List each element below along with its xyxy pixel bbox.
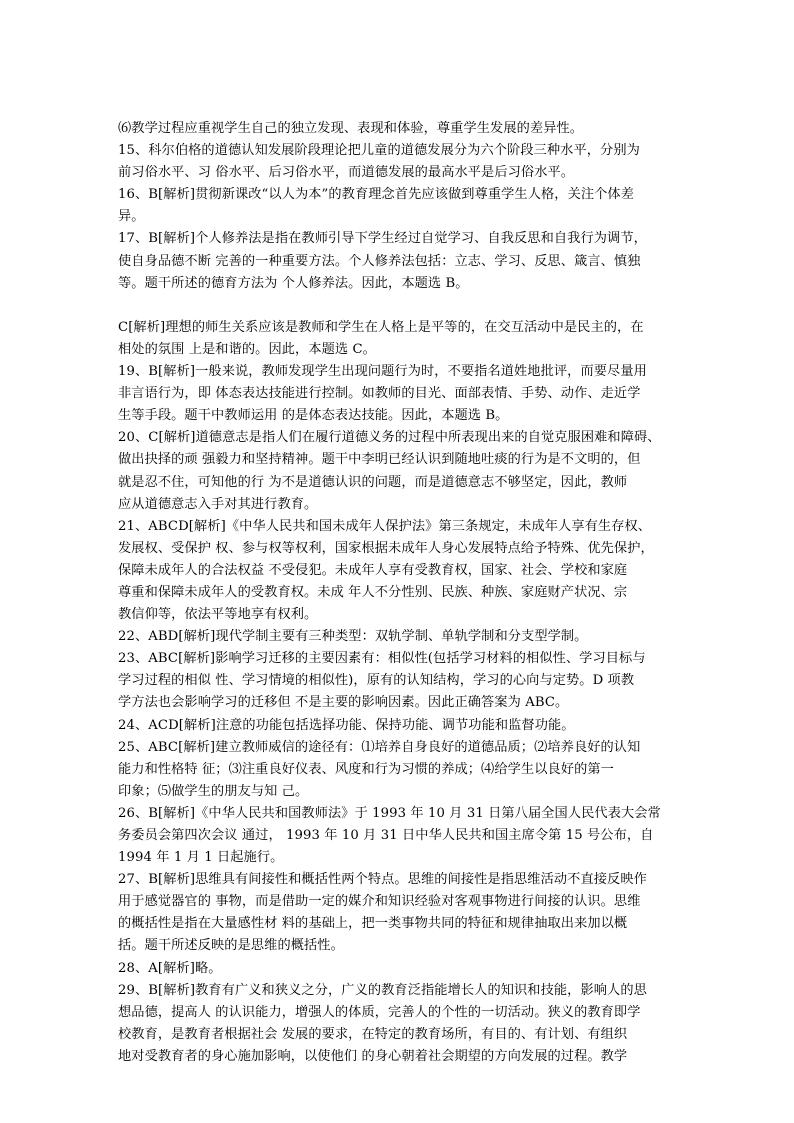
text-line-16: 就是忍不住，可知他的行 为不是道德认识的问题，而是道德意志不够坚定，因此，教师 xyxy=(118,474,628,490)
text-line-3: 16、B[解析]贯彻新课改“以人为本”的教育理念首先应该做到尊重学生人格，关注个体差 xyxy=(118,187,635,203)
text-line-6: 使自身品德不断 完善的一种重要方法。个人修养法包括：立志、学习、反思、箴言、慎独 xyxy=(118,253,641,269)
text-line-39: 29、B[解析]教育有广义和狭义之分，广义的教育泛指能增长人的知识和技能，影响人的思 xyxy=(118,982,647,998)
text-line-4: 异。 xyxy=(118,209,145,225)
text-line-25: 学习过程的相似 性、学习情境的相似性)，原有的认知结构，学习的心向与定势。D 项教 xyxy=(118,673,635,689)
text-line-40: 想品德，提高人 的认识能力，增强人的体质，完善人的个性的一切活动。狭义的教育即学 xyxy=(118,1004,641,1020)
text-line-37: 括。题干所述反映的是思维的概括性。 xyxy=(118,938,344,954)
text-line-12: 非言语行为，即 体态表达技能进行控制。如教师的目光、面部表情、手势、动作、走近学 xyxy=(118,386,641,402)
text-line-2: 前习俗水平、习 俗水平、后习俗水平，而道德发展的最高水平是后习俗水平。 xyxy=(118,165,575,181)
text-line-27: 24、ACD[解析]注意的功能包括选择功能、保持功能、调节功能和监督功能。 xyxy=(118,717,575,733)
text-line-29: 能力和性格特 征；⑶注重良好仪表、风度和行为习惯的养成；⑷给学生以良好的第一 xyxy=(118,761,614,777)
text-line-7: 等。题干所述的德育方法为 个人修养法。因此，本题选 B。 xyxy=(118,275,469,291)
text-line-38: 28、A[解析]略。 xyxy=(118,960,222,976)
text-line-5: 17、B[解析]个人修养法是指在教师引导下学生经过自觉学习、自我反思和自我行为调节， xyxy=(118,231,647,247)
answer-explanations-body xyxy=(118,118,686,1068)
text-line-36: 的概括性是指在大量感性材 料的基础上，把一类事物共同的特征和规律抽取出来加以概 xyxy=(118,916,628,932)
text-line-17: 应从道德意志入手对其进行教育。 xyxy=(118,496,318,512)
text-line-33: 1994 年 1 月 1 日起施行。 xyxy=(118,850,284,866)
text-line-14: 20、C[解析]道德意志是指人们在履行道德义务的过程中所表现出来的自觉克服困难和障碍、 xyxy=(118,430,661,446)
text-line-26: 学方法也会影响学习的迁移但 不是主要的影响因素。因此正确答案为 ABC。 xyxy=(118,695,569,711)
text-line-15: 做出抉择的顽 强毅力和坚持精神。题干中李明已经认识到随地吐痰的行为是不文明的，但 xyxy=(118,452,641,468)
text-line-0: ⑹教学过程应重视学生自己的独立发现、表现和体验，尊重学生发展的差异性。 xyxy=(118,121,584,136)
text-line-41: 校教育，是教育者根据社会 发展的要求，在特定的教育场所，有目的、有计划、有组织 xyxy=(118,1026,628,1042)
text-line-34: 27、B[解析]思维具有间接性和概括性两个特点。思维的间接性是指思维活动不直接反映作 xyxy=(118,872,647,888)
text-line-13: 生等手段。题干中教师运用 的是体态表达技能。因此，本题选 B。 xyxy=(118,408,509,424)
text-line-19: 发展权、受保护 权、参与权等权利，国家根据未成年人身心发展特点给予特殊、优先保护， xyxy=(118,540,654,556)
text-line-9: C[解析]理想的师生关系应该是教师和学生在人格上是平等的，在交互活动中是民主的，在 xyxy=(118,319,644,335)
text-line-21: 尊重和保障未成年人的受教育权。未成 年人不分性别、民族、种族、家庭财产状况、宗 xyxy=(118,584,628,600)
blank-line xyxy=(118,295,686,317)
text-line-42: 地对受教育者的身心施加影响，以使他们 的身心朝着社会期望的方向发展的过程。教学 xyxy=(118,1048,628,1064)
text-line-32: 务委员会第四次会议 通过， 1993 年 10 月 31 日中华人民共和国主席令第 15 号公布，自 xyxy=(118,828,654,843)
text-line-11: 19、B[解析]一般来说，教师发现学生出现问题行为时，不要指名道姓地批评，而要尽量用 xyxy=(118,364,647,380)
text-line-20: 保障未成年人的合法权益 不受侵犯。未成年人享有受教育权，国家、社会、学校和家庭 xyxy=(118,562,628,578)
text-line-23: 22、ABD[解析]现代学制主要有三种类型：双轨学制、单轨学制和分支型学制。 xyxy=(118,629,588,645)
text-line-10: 相处的氛围 上是和谐的。因此，本题选 C。 xyxy=(118,341,376,357)
text-line-1: 15、科尔伯格的道德认知发展阶段理论把儿童的道德发展分为六个阶段三种水平，分别为 xyxy=(118,143,640,159)
text-line-24: 23、ABC[解析]影响学习迁移的主要因素有：相似性(包括学习材料的相似性、学习目标与 xyxy=(118,651,646,667)
text-line-22: 教信仰等，依法平等地享有权利。 xyxy=(118,607,318,623)
text-line-28: 25、ABC[解析]建立教师威信的途径有：⑴培养自身良好的道德品质；⑵培养良好的认知 xyxy=(118,739,641,755)
text-line-30: 印象；⑸做学生的朋友与知 己。 xyxy=(118,783,309,799)
text-line-18: 21、ABCD[解析]《中华人民共和国未成年人保护法》第三条规定，未成年人享有生存权、 xyxy=(118,518,652,534)
text-line-31: 26、B[解析]《中华人民共和国教师法》于 1993 年 10 月 31 日第八届全国人民代表大会常 xyxy=(118,805,661,821)
text-line-35: 用于感觉器官的 事物，而是借助一定的媒介和知识经验对客观事物进行间接的认识。思维 xyxy=(118,894,641,910)
